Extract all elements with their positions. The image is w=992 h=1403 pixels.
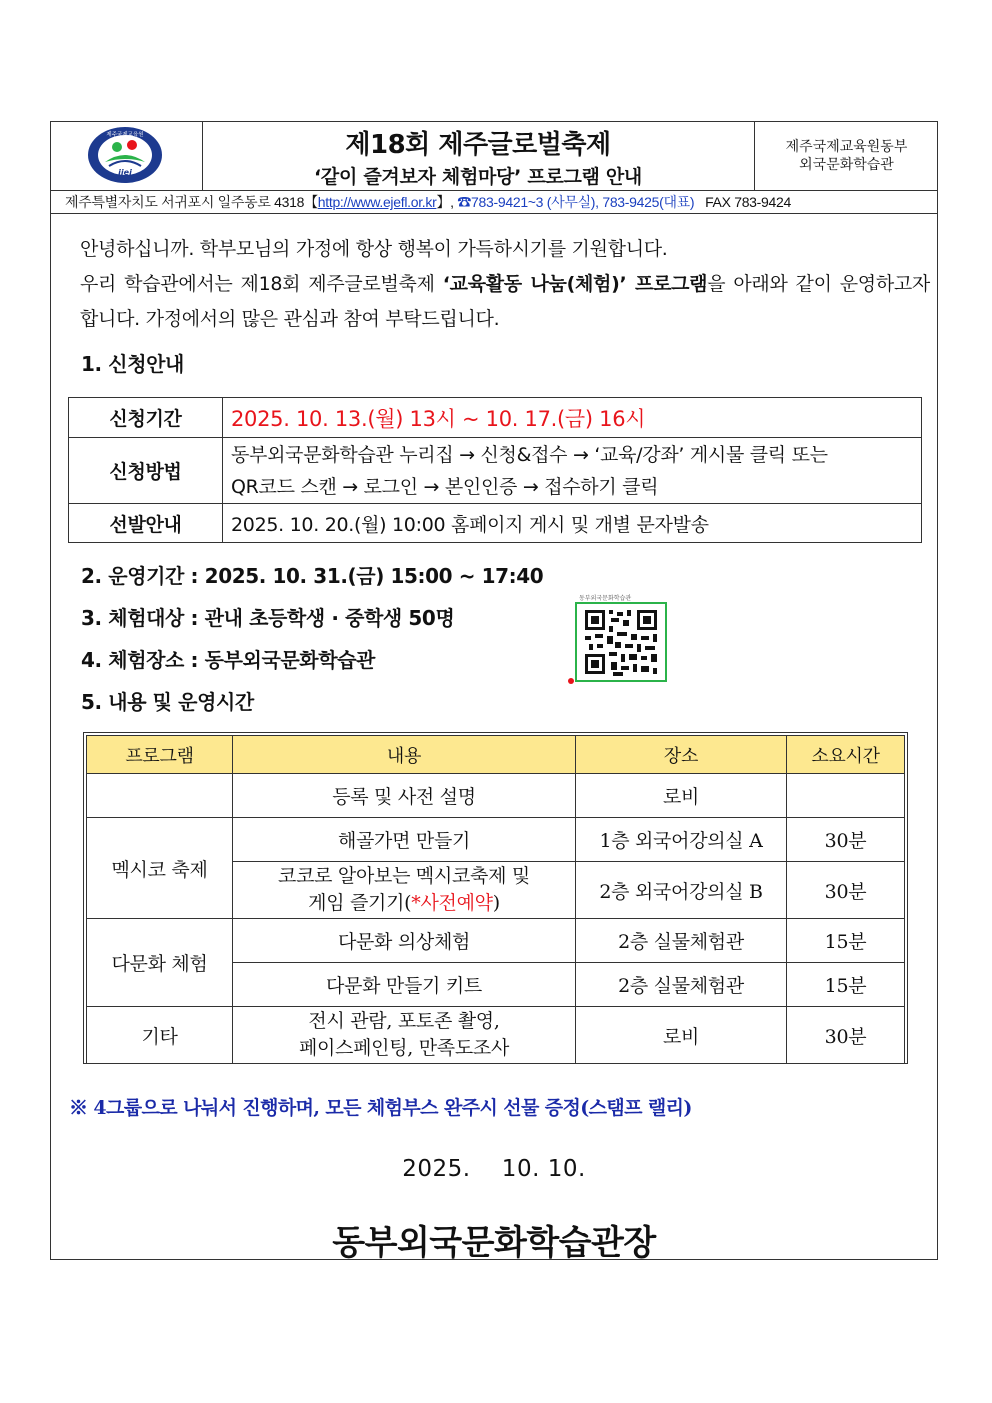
program-cell-empty [87,774,233,818]
program-table [86,735,905,1064]
duration-cell: 15분 [787,919,905,963]
content-cell: 해골가면 만들기 [233,818,576,862]
apply-info-table [68,397,922,543]
content-cell [233,862,576,919]
section-location: 4. 체험장소 : 동부외국문화학습관 [81,648,375,672]
section-content: 5. 내용 및 운영시간 [81,690,254,714]
logo-ring-text: 제주국제교육원 [106,132,144,138]
table-row [87,919,905,963]
duration-cell [787,774,905,818]
content-part: ) [492,892,500,914]
qr-caption: 동부외국문화학습관 [579,595,632,602]
method-line2: QR코드 스캔 → 로그인 → 본인인증 → 접수하기 클릭 [231,475,659,498]
reservation-note: *사전예약 [411,892,493,914]
duration-cell: 30분 [787,862,905,919]
content-cell: 등록 및 사전 설명 [233,774,576,818]
place-cell: 1층 외국어강의실 A [576,818,787,862]
program-table-header-row [87,736,905,774]
selection-label: 선발안내 [69,504,223,543]
program-group-etc: 기타 [87,1007,233,1064]
content-line: 페이스페인팅, 만족도조사 [298,1037,510,1059]
content-cell: 다문화 만들기 키트 [233,963,576,1007]
content-cell [233,1007,576,1064]
program-table-frame [83,732,908,1064]
table-row [87,774,905,818]
duration-cell: 30분 [787,1007,905,1064]
place-cell: 로비 [576,774,787,818]
duration-cell: 30분 [787,818,905,862]
org-name-line1: 제주국제교육원동부 [785,139,908,155]
address-bracket: 】, [436,194,454,210]
intro-line2-pre: 우리 학습관에서는 제18회 제주글로벌축제 [80,273,443,295]
address-bar [51,190,937,214]
intro-line1: 안녕하십니까. 학부모님의 가정에 항상 행복이 가득하시기를 기원합니다. [80,238,668,260]
org-name-line2: 외국문화학습관 [799,157,894,173]
document-frame [50,121,938,1263]
place-cell: 2층 외국어강의실 B [576,862,787,919]
address-text: 제주특별자치도 서귀포시 일주동로 4318【 [65,194,318,210]
duration-cell: 15분 [787,963,905,1007]
col-header-duration: 소요시간 [787,736,905,774]
page-subtitle: ‘같이 즐겨보자 체험마당’ 프로그램 안내 [314,166,642,188]
section-target: 3. 체험대상 : 관내 초등학생 · 중학생 50명 [81,606,455,630]
page-title: 제18회 제주글로벌축제 [345,130,611,160]
stamp-rally-note: ※ 4그룹으로 나눠서 진행하며, 모든 체험부스 완주시 선물 증정(스탬프 랠리) [69,1097,692,1119]
col-header-place: 장소 [576,736,787,774]
program-group-mexico: 멕시코 축제 [87,818,233,919]
table-row [87,818,905,862]
place-cell: 2층 실물체험관 [576,919,787,963]
place-cell: 2층 실물체험관 [576,963,787,1007]
header-table [51,122,937,191]
program-group-multicultural: 다문화 체험 [87,919,233,1007]
qr-code[interactable] [575,602,667,682]
apply-row-selection [69,504,922,543]
org-name-cell [754,122,938,190]
method-label: 신청방법 [69,438,223,504]
institute-logo [87,126,163,184]
period-label: 신청기간 [69,398,223,438]
method-value [223,438,922,504]
intro-line2-post: 을 아래와 같이 운영하고자 합니다. 가정에서의 많은 관심과 참여 부탁드립니다. [80,273,930,330]
col-header-content: 내용 [233,736,576,774]
content-line [234,890,574,917]
logo-cell [51,122,203,190]
apply-row-method [69,438,922,504]
section-operation-period: 2. 운영기간 : 2025. 10. 31.(금) 15:00 ~ 17:40 [81,564,544,588]
section-heading-apply: 1. 신청안내 [81,352,184,376]
method-line1: 동부외국문화학습관 누리집 → 신청&접수 → ‘교육/강좌’ 게시물 클릭 또는 [231,443,828,466]
website-link[interactable]: http://www.ejefl.or.kr [317,194,437,210]
qr-code-icon [577,604,665,680]
intro-line2-bold: ‘교육활동 나눔(체험)’ 프로그램 [442,273,708,295]
selection-value: 2025. 10. 20.(월) 10:00 홈페이지 게시 및 개별 문자발송 [223,504,922,543]
qr-marker-dot [568,678,574,684]
logo-mark-text: jiei [118,168,132,177]
col-header-program: 프로그램 [87,736,233,774]
fax-text: FAX 783-9424 [705,194,791,210]
place-cell: 로비 [576,1007,787,1064]
apply-row-period [69,398,922,438]
document-date: 2025. 10. 10. [402,1156,586,1182]
content-line: 코코로 알아보는 멕시코축제 및 [278,865,530,887]
content-line: 전시 관람, 포토존 촬영, [308,1010,500,1032]
period-value: 2025. 10. 13.(월) 13시 ~ 10. 17.(금) 16시 [223,398,922,438]
phone-text: ☎783-9421~3 (사무실), 783-9425(대표) [457,194,695,210]
content-part: 게임 즐기기( [308,892,412,914]
content-cell: 다문화 의상체험 [233,919,576,963]
table-row [87,1007,905,1064]
intro-paragraph [80,232,930,337]
signature: 동부외국문화학습관장 [332,1223,656,1263]
